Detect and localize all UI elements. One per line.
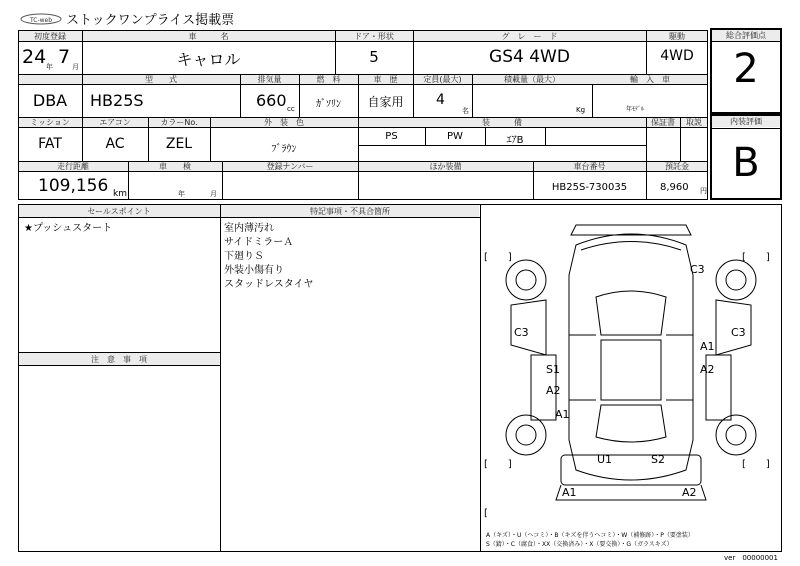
mark-c3-top-right: C3 [690, 263, 705, 276]
price-value: 8,960 [660, 182, 689, 193]
manual-label: 取説 [686, 118, 702, 127]
list-item: サイドミラーＡ [224, 237, 294, 248]
bracket-bottom-right: [ ] [742, 459, 770, 470]
drive-value: 4WD [660, 48, 694, 64]
mark-a2-right: A2 [700, 363, 715, 376]
first-reg-year: 24 [22, 46, 47, 68]
interior-eval-label: 内装評価 [730, 117, 762, 126]
header-logo [20, 10, 62, 22]
aircon-value: AC [105, 136, 125, 152]
caution-label: 注 意 事 項 [91, 355, 147, 364]
model-label: 型 式 [145, 75, 177, 84]
color-no-value: ZEL [165, 136, 193, 152]
other-equip-label: ほか装備 [429, 162, 462, 171]
exterior-color-label: 外 装 色 [264, 118, 304, 127]
car-name-label: 車 名 [188, 32, 229, 41]
month-unit: 月 [72, 63, 79, 71]
cc-unit: cc [287, 105, 295, 113]
first-reg-month: 7 [58, 46, 71, 68]
car-damage-diagram [481, 205, 781, 530]
notes-list [224, 222, 314, 292]
exterior-color-value: ﾌﾞﾗｳﾝ [271, 144, 297, 155]
mark-c3-left: C3 [514, 326, 529, 339]
mark-a1-left: A1 [555, 408, 570, 421]
transmission-label: ミッション [30, 118, 70, 127]
load-label: 積載量（最大） [504, 75, 560, 84]
fuel-label: 燃 料 [316, 75, 341, 84]
grade-value: GS4 4WD [489, 47, 570, 67]
mark-s2: S2 [651, 453, 665, 466]
mark-u1: U1 [597, 453, 613, 466]
inspection-year-unit: 年 [178, 190, 185, 198]
notes-label: 特記事項・不具合箇所 [310, 207, 390, 216]
kg-unit: Kg [576, 106, 586, 114]
equip-airbag: ｴｱB [506, 135, 524, 146]
model-year-unit: 年ﾓﾃﾞﾙ [626, 106, 645, 113]
capacity-value: 4 [436, 92, 445, 108]
list-item: 下廻りＳ [224, 251, 264, 262]
interior-score: B [732, 140, 760, 186]
legend-line-2: S（錆）・C（腐食）・XX（交換済み）・X（要交換）・G（ガラスキズ） [486, 541, 673, 548]
model-code: HB25S [90, 91, 144, 110]
mark-s1: S1 [546, 363, 560, 376]
version-label: ver 00000001 [724, 554, 778, 562]
inspection-label: 車 検 [159, 162, 191, 171]
transmission-value: FAT [38, 136, 62, 152]
chassis-no-value: HB25S-730035 [551, 182, 628, 193]
inspection-month-unit: 月 [210, 190, 217, 198]
list-item: スタッドレスタイヤ [224, 279, 314, 290]
total-score: 2 [733, 46, 759, 92]
logo-icon [20, 13, 62, 25]
mark-c3-right: C3 [731, 326, 746, 339]
legend-line-1: A（キズ）・U（ヘコミ）・B（キズを伴うヘコミ）・W（補修跡）・P（要塗装） [486, 532, 694, 539]
mark-a2-left: A2 [546, 384, 561, 397]
list-item: 外装小傷有り [224, 265, 284, 276]
mark-a2-bottom-right: A2 [682, 486, 697, 499]
logo-text: TC-web [29, 17, 53, 24]
bracket-rear: [ [484, 508, 488, 519]
drive-label: 駆動 [669, 32, 685, 41]
list-item: 室内薄汚れ [224, 223, 274, 234]
equip-ps: PS [385, 131, 398, 142]
first-reg-label: 初度登録 [34, 32, 66, 41]
car-name-value: キャロル [176, 50, 241, 69]
mark-a1-bottom-left: A1 [562, 486, 577, 499]
doors-label: ドア・形状 [354, 32, 394, 41]
grade-label: グ レ ー ド [501, 32, 558, 41]
mark-a1-right: A1 [700, 340, 715, 353]
history-value: 自家用 [367, 95, 404, 109]
page-title: ストックワンプライス掲載票 [66, 13, 235, 28]
mileage-value: 109,156 [38, 176, 109, 196]
warranty-label: 保証書 [651, 118, 675, 127]
equip-pw: PW [447, 131, 463, 142]
aircon-label: エアコン [99, 118, 131, 127]
bracket-top-right: [ ] [742, 252, 770, 263]
capacity-label: 定員(最大) [423, 75, 462, 84]
fuel-value: ｶﾞｿﾘﾝ [316, 99, 341, 110]
chassis-no-label: 車台番号 [573, 162, 606, 171]
list-item: ★プッシュスタート [24, 223, 113, 234]
history-label: 車 歴 [373, 75, 398, 84]
price-label: 預託金 [665, 162, 689, 171]
bracket-bottom-left: [ ] [484, 459, 512, 470]
reg-number-label: 登録ナンバー [266, 162, 314, 171]
mileage-label: 走行距離 [57, 162, 89, 171]
displacement-label: 排気量 [257, 75, 282, 84]
doors-value: 5 [369, 48, 379, 66]
sales-point-label: セールスポイント [87, 207, 151, 216]
seat-unit: 名 [462, 107, 469, 115]
displacement-value: 660 [256, 91, 287, 110]
equipment-label: 装 備 [482, 118, 522, 127]
total-eval-label: 総合評価点 [726, 31, 766, 40]
bracket-top-left: [ ] [484, 252, 512, 263]
km-unit: km [113, 189, 127, 199]
model-prefix: DBA [32, 91, 68, 110]
yen-unit: 円 [700, 187, 707, 195]
color-no-label: カラーNo. [160, 118, 198, 127]
sales-points-list [24, 222, 112, 235]
year-unit: 年 [46, 63, 53, 71]
import-label: 輸 入 車 [630, 75, 670, 84]
